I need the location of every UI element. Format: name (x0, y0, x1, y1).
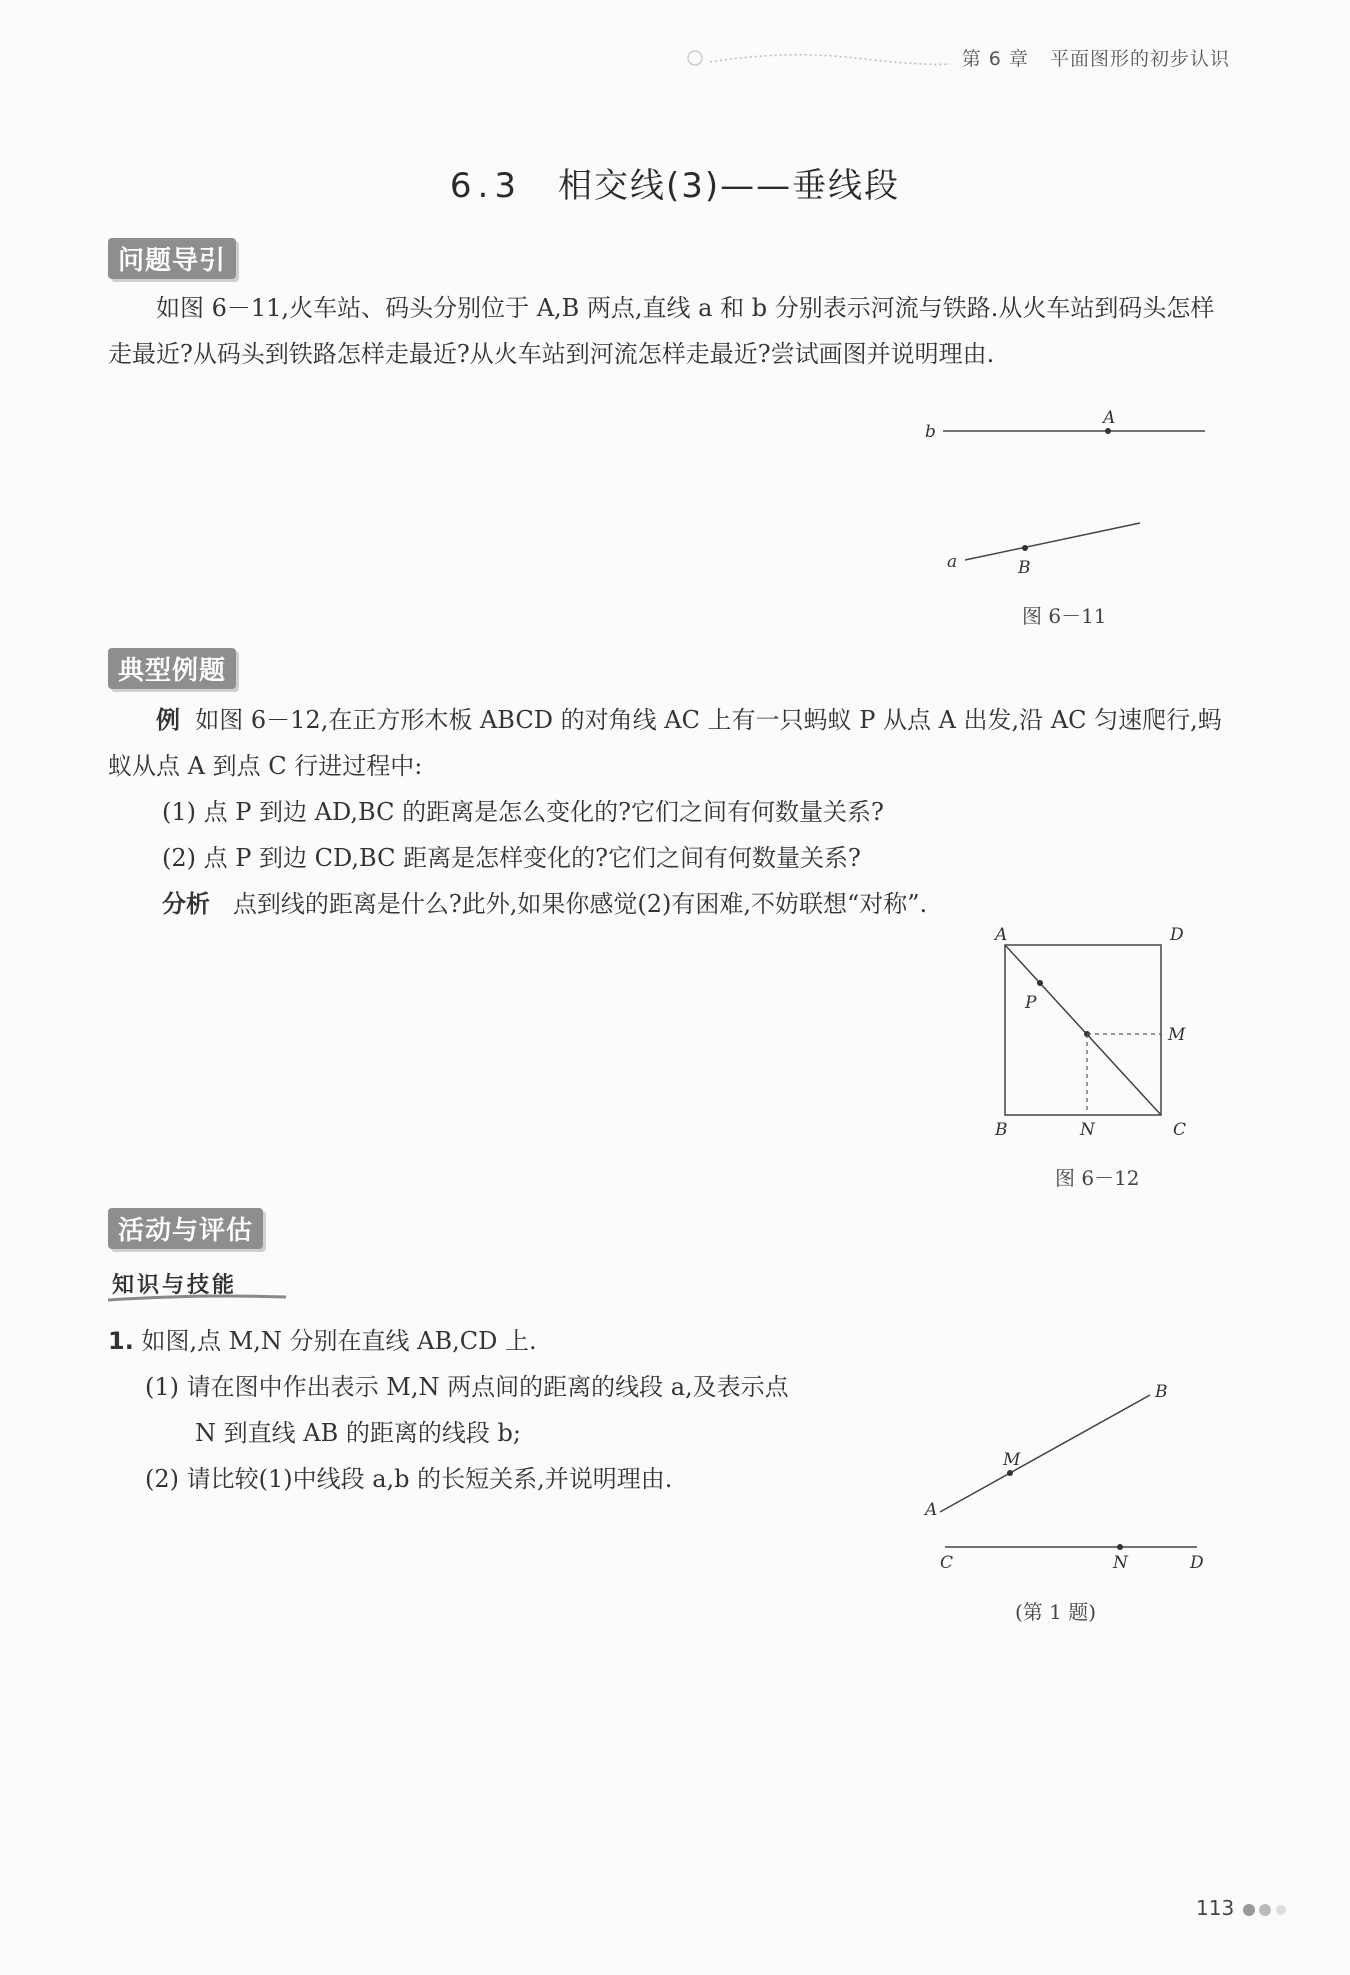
section-heading: 相交线(3)——垂线段 (557, 166, 901, 206)
intro-badge: 问题导引 (108, 238, 236, 279)
label-P: P (1025, 993, 1037, 1013)
label-C: C (940, 1553, 954, 1573)
problem-1-question-2: (2) 请比较(1)中线段 a,b 的长短关系,并说明理由. (145, 1465, 673, 1493)
label-B: B (1155, 1382, 1168, 1402)
label-B: B (995, 1120, 1008, 1140)
point-N (1117, 1544, 1123, 1550)
chapter-number: 第 6 章 (961, 48, 1029, 70)
label-b: b (925, 422, 936, 442)
page-number: 113 (1196, 1896, 1297, 1920)
label-a: a (947, 552, 958, 572)
diagonal-AC (1005, 945, 1161, 1115)
figure-6-11 (915, 405, 1215, 625)
intro-paragraph: 如图 6－11,火车站、码头分别位于 A,B 两点,直线 a 和 b 分别表示河流与铁路.从火车站到码头怎样走最近?从码头到铁路怎样走最近?从火车站到河流怎样走最近?尝试画图并说明理由. (108, 294, 1215, 368)
label-A: A (925, 1500, 938, 1520)
label-C: C (1173, 1120, 1187, 1140)
example-paragraph (108, 697, 1230, 789)
knowledge-subheading: 知识与技能 (112, 1268, 237, 1299)
figure-6-12-caption: 图 6－12 (1055, 1166, 1140, 1190)
label-N: N (1080, 1120, 1095, 1140)
point-A (1105, 428, 1111, 434)
label-A: A (1103, 408, 1116, 428)
subheading-underline (108, 1294, 288, 1304)
label-D: D (1170, 925, 1184, 945)
activity-badge: 活动与评估 (108, 1208, 263, 1249)
page-dots-decoration (1241, 1903, 1297, 1917)
label-D: D (1190, 1553, 1204, 1573)
section-title (0, 158, 1350, 207)
label-A: A (995, 925, 1008, 945)
figure-problem-1-caption: (第 1 题) (1015, 1600, 1097, 1624)
figure-6-11-caption: 图 6－11 (1022, 604, 1107, 628)
analysis-lead: 分析 (162, 890, 210, 918)
example-text: 如图 6－12,在正方形木板 ABCD 的对角线 AC 上有一只蚂蚁 P 从点 A 出发,沿 AC 匀速爬行,蚂蚁从点 A 到点 C 行进过程中: (108, 706, 1222, 780)
line-AB (940, 1395, 1150, 1512)
example-question-2: (2) 点 P 到边 CD,BC 距离是怎样变化的?它们之间有何数量关系? (162, 844, 861, 872)
problem-1 (108, 1318, 537, 1364)
problem-1-question-1a: (1) 请在图中作出表示 M,N 两点间的距离的线段 a,及表示点 (145, 1373, 789, 1401)
label-M: M (1168, 1025, 1186, 1045)
analysis-text: 点到线的距离是什么?此外,如果你感觉(2)有困难,不妨联想“对称”. (232, 890, 928, 918)
figure-6-12 (985, 920, 1205, 1140)
chapter-title: 平面图形的初步认识 (1049, 48, 1230, 70)
running-header (962, 44, 1230, 71)
example-lead: 例 (156, 706, 180, 734)
header-decoration (665, 50, 955, 70)
example-question-1: (1) 点 P 到边 AD,BC 的距离是怎么变化的?它们之间有何数量关系? (162, 798, 884, 826)
problem-1-number: 1. (108, 1327, 134, 1355)
point-P (1037, 980, 1043, 986)
point-M (1007, 1470, 1013, 1476)
problem-1-text: 如图,点 M,N 分别在直线 AB,CD 上. (141, 1327, 537, 1355)
label-M: M (1003, 1450, 1021, 1470)
label-N: N (1113, 1553, 1128, 1573)
section-number: 6.3 (449, 166, 522, 206)
label-B: B (1018, 558, 1031, 578)
figure-problem-1 (915, 1375, 1215, 1575)
point-B (1022, 545, 1028, 551)
line-a (965, 523, 1140, 560)
example-badge: 典型例题 (108, 648, 236, 689)
problem-1-question-1b: N 到直线 AB 的距离的线段 b; (195, 1419, 521, 1447)
example-analysis (162, 881, 927, 927)
